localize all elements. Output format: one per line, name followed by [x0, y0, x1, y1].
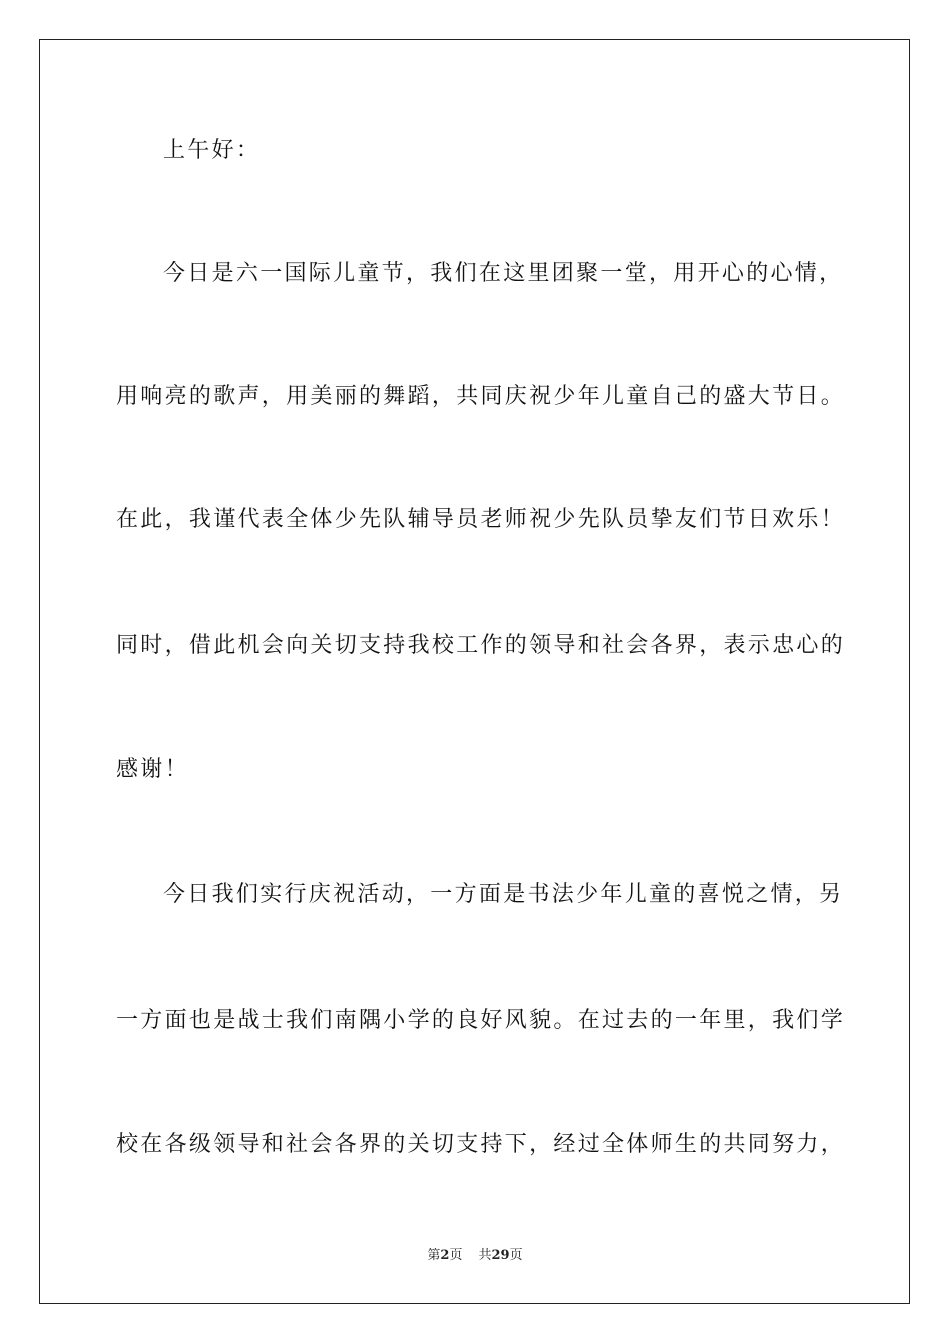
paragraph-line: 今日是六一国际儿童节，我们在这里团聚一堂，用开心的心情， [163, 261, 844, 286]
paragraph-line: 在此，我谨代表全体少先队辅导员老师祝少先队员挚友们节日欢乐！ [116, 507, 846, 532]
footer-total-prefix: 共 [478, 1248, 492, 1263]
paragraph-line: 感谢！ [116, 757, 189, 782]
paragraph-line: 用响亮的歌声，用美丽的舞蹈，共同庆祝少年儿童自己的盛大节日。 [116, 384, 846, 409]
page-footer [0, 1247, 950, 1265]
paragraph-line: 今日我们实行庆祝活动，一方面是书法少年儿童的喜悦之情，另 [163, 882, 844, 907]
paragraph-line: 一方面也是战士我们南隅小学的良好风貌。在过去的一年里，我们学 [116, 1008, 846, 1033]
footer-page-prefix: 第 [427, 1248, 441, 1263]
footer-total-pages: 29 [491, 1248, 510, 1263]
footer-total-suffix: 页 [509, 1248, 523, 1263]
footer-page-number: 2 [440, 1248, 450, 1263]
paragraph-line: 校在各级领导和社会各界的关切支持下，经过全体师生的共同努力， [116, 1132, 846, 1157]
paragraph-line: 同时，借此机会向关切支持我校工作的领导和社会各界，表示忠心的 [116, 633, 846, 658]
greeting-line: 上午好： [163, 138, 261, 163]
footer-page-suffix: 页 [449, 1248, 463, 1263]
page-border [39, 39, 910, 1304]
